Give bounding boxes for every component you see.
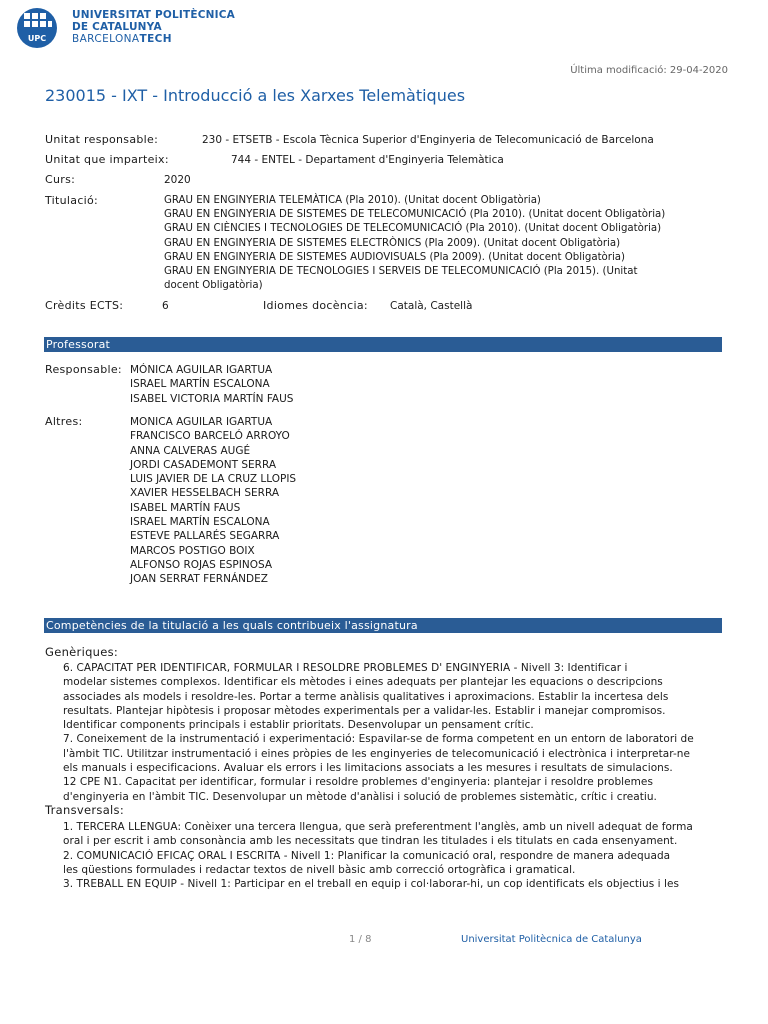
- curs-value: 2020: [164, 174, 191, 186]
- generiques-label: Genèriques:: [45, 645, 119, 659]
- credits-label: Crèdits ECTS:: [45, 299, 124, 312]
- curs-label: Curs:: [45, 173, 76, 186]
- unitat-responsable-value: 230 - ETSETB - Escola Tècnica Superior d'Enginyeria de Telecomunicació de Barcelona: [202, 134, 654, 146]
- titulacio-item: GRAU EN CIÈNCIES I TECNOLOGIES DE TELECOMUNICACIÓ (Pla 2010). (Unitat docent Obligatòria): [164, 223, 662, 235]
- altres-list: [130, 415, 296, 587]
- list-item: ISABEL MARTÍN FAUS: [130, 501, 241, 514]
- titulacio-item: GRAU EN ENGINYERIA DE TECNOLOGIES I SERVEIS DE TELECOMUNICACIÓ (Pla 2015). (Unitat: [164, 266, 638, 278]
- titulacio-list: [164, 194, 665, 293]
- list-item: ANNA CALVERAS AUGÉ: [130, 444, 251, 457]
- titulacio-item: GRAU EN ENGINYERIA DE SISTEMES AUDIOVISUALS (Pla 2009). (Unitat docent Obligatòria): [164, 251, 626, 263]
- upc-logo-icon: [15, 7, 59, 49]
- list-item: LUIS JAVIER DE LA CRUZ LLOPIS: [130, 473, 297, 486]
- list-item: JORDI CASADEMONT SERRA: [130, 458, 277, 471]
- competencies-heading: Competències de la titulació a les quals contribueix l'assignatura: [44, 618, 722, 633]
- titulacio-item: docent Obligatòria): [164, 280, 263, 292]
- logo-line-2: DE CATALUNYA: [72, 21, 162, 33]
- titulacio-item: GRAU EN ENGINYERIA TELEMÀTICA (Pla 2010). (Unitat docent Obligatòria): [164, 195, 541, 206]
- titulacio-label: Titulació:: [45, 194, 99, 207]
- list-item: ISABEL VICTORIA MARTÍN FAUS: [130, 392, 294, 405]
- unitat-imparteix-label: Unitat que imparteix:: [45, 153, 169, 166]
- list-item: FRANCISCO BARCELÓ ARROYO: [130, 430, 290, 443]
- idiomes-value: Català, Castellà: [390, 300, 473, 312]
- professorat-heading: Professorat: [44, 337, 722, 352]
- page-title: 230015 - IXT - Introducció a les Xarxes Telemàtiques: [45, 86, 466, 105]
- titulacio-item: GRAU EN ENGINYERIA DE SISTEMES DE TELECOMUNICACIÓ (Pla 2010). (Unitat docent Obligatòria): [164, 209, 666, 221]
- list-item: MONICA AGUILAR IGARTUA: [130, 416, 273, 428]
- footer-university: Universitat Politècnica de Catalunya: [461, 934, 642, 945]
- responsable-list: [130, 363, 293, 406]
- idiomes-label: Idiomes docència:: [263, 299, 368, 312]
- list-item: ISRAEL MARTÍN ESCALONA: [130, 516, 270, 529]
- list-item: MÓNICA AGUILAR IGARTUA: [130, 364, 273, 376]
- logo-badge: UPC: [27, 34, 47, 43]
- generiques-text: 6. CAPACITAT PER IDENTIFICAR, FORMULAR I RESOLDRE PROBLEMES D' ENGINYERIA - Nivell 3: Identificar i modelar sistemes complexos. Identificar els mètodes i eines adequats per plantejar les equacions o descripcions associades als models i resoldre-les. Portar a terme anàlisis qualitatives i aproximacions. Establir la incertesa dels resultats. Plantejar hipòtesis i proposar mètodes experimentals per a validar-les. Establir i manejar compromisos. Identificar components principals i establir prioritats. Desenvolupar un pensament crític. 7. Coneixement de la instrumentació i experimentació: Espavilar-se de forma competent en un entorn de laboratori de l'àmbit TIC. Utilitzar instrumentació i eines pròpies de les enginyeries de telecomunicació i electrònica i interpretar-ne els manuals i especificacions. Avaluar els errors i les limitacions associats a les mesures i resultats de simulacions. 12 CPE N1. Capacitat per identificar, formular i resoldre problemes d'enginyeria: plantejar i resoldre problemes d'enginyeria en l'àmbit TIC. Desenvolupar un mètode d'anàlisi i solució de problemes sistemàtic, crític i creatiu.: [63, 662, 694, 803]
- list-item: XAVIER HESSELBACH SERRA: [130, 487, 280, 500]
- page-number: 1 / 8: [349, 934, 372, 945]
- credits-value: 6: [162, 300, 169, 312]
- titulacio-item: GRAU EN ENGINYERIA DE SISTEMES ELECTRÒNICS (Pla 2009). (Unitat docent Obligatòria): [164, 237, 621, 249]
- logo-text: [72, 9, 235, 45]
- unitat-responsable-label: Unitat responsable:: [45, 133, 159, 146]
- logo-line-1: UNIVERSITAT POLITÈCNICA: [72, 9, 235, 21]
- list-item: ALFONSO ROJAS ESPINOSA: [130, 558, 273, 571]
- list-item: MARCOS POSTIGO BOIX: [130, 544, 255, 557]
- list-item: JOAN SERRAT FERNÁNDEZ: [130, 573, 268, 586]
- last-modified: Última modificació: 29-04-2020: [570, 65, 728, 76]
- unitat-imparteix-value: 744 - ENTEL - Departament d'Enginyeria Telemàtica: [231, 154, 504, 166]
- transversals-label: Transversals:: [45, 803, 124, 817]
- transversals-text: 1. TERCERA LLENGUA: Conèixer una tercera llengua, que serà preferentment l'anglès, amb un nivell adequat de forma oral i per escrit i amb consonància amb les necessitats que tindran les titulades i els titulats en cada ensenyament. 2. COMUNICACIÓ EFICAÇ ORAL I ESCRITA - Nivell 1: Planificar la comunicació oral, respondre de manera adequada les qüestions formulades i redactar textos de nivell bàsic amb correcció ortogràfica i gramatical. 3. TREBALL EN EQUIP - Nivell 1: Participar en el treball en equip i col·laborar-hi, un cop identificats els objectius i les: [63, 821, 693, 891]
- list-item: ISRAEL MARTÍN ESCALONA: [130, 378, 270, 391]
- list-item: ESTEVE PALLARÉS SEGARRA: [130, 530, 280, 543]
- logo-line-3: BARCELONATECH: [72, 33, 172, 45]
